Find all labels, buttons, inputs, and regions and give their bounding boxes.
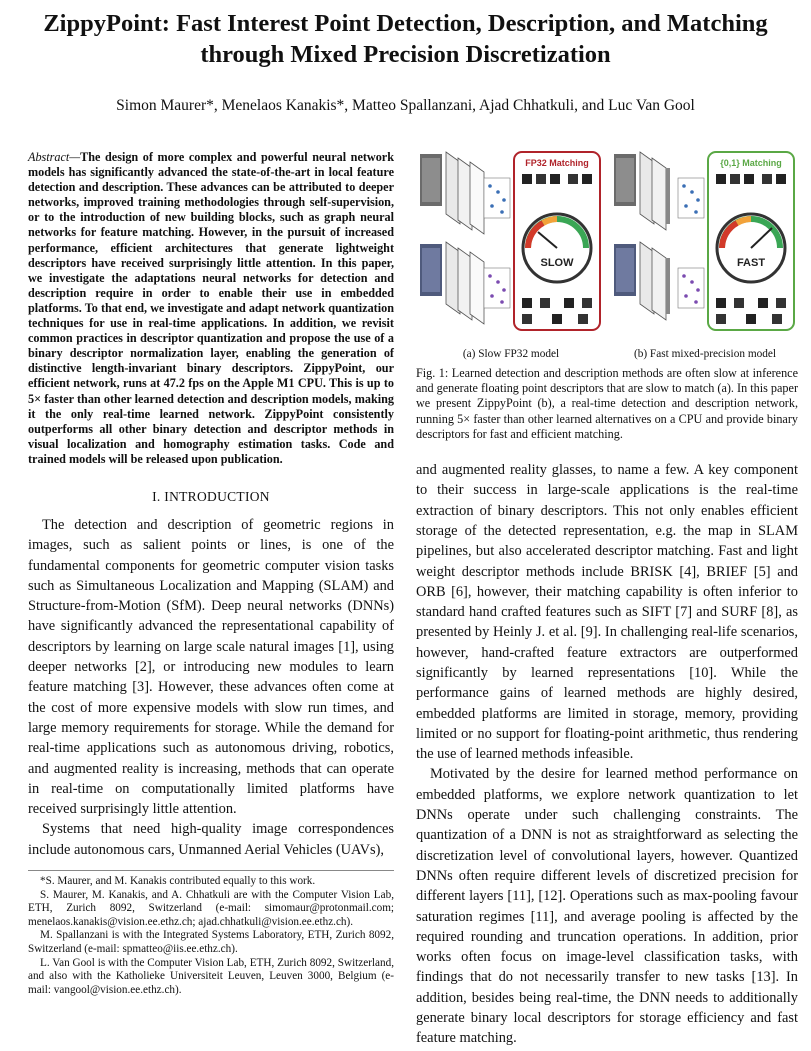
right-column bbox=[416, 148, 798, 1049]
author-list: Simon Maurer*, Menelaos Kanakis*, Matteo Spallanzani, Ajad Chhatkuli, and Luc Van Gool bbox=[116, 97, 695, 114]
footnote: *S. Maurer, and M. Kanakis contributed equally to this work. bbox=[40, 875, 316, 888]
right-paragraph-2: Motivated by the desire for learned method performance on embedded platforms, we explore network quantization to let DNNs operate under such challenging constraints. The quantization of a DNN is not as straightforward as selecting the discretization level of convolutional layers, however. Quantized DNNs often require different levels of discretized precision for different layers [11], [12]. Operations such as max-pooling favour saturation regimes [11], and average pooling is affected by the required rounding and truncation operations. In addition, prior works often focus on image-level classification tasks, with findings that do not necessarily transfer to new tasks [13]. In addition, besides being real-time, the DNN needs to additionally generate binary local descriptors for storage efficiency and fast feature matching. bbox=[416, 766, 798, 1047]
paper-title: ZippyPoint: Fast Interest Point Detection, Description, and Matching through Mixed Precision Discretization bbox=[43, 10, 768, 68]
footnote: L. Van Gool is with the Computer Vision Lab, ETH, Zurich 8092, Switzerland, and also with the Katholieke Universiteit Leuven, Leuven 3000, Belgium (e-mail: vangool@vision.ee.ethz.ch). bbox=[28, 956, 394, 996]
gauge-slow-text: SLOW bbox=[540, 257, 574, 269]
panel-a-label: FP32 Matching bbox=[525, 158, 589, 168]
subcaption-b: (b) Fast mixed-precision model bbox=[633, 348, 777, 360]
gauge-fast-text: FAST bbox=[736, 257, 766, 269]
figure-caption: Fig. 1: Learned detection and description methods are often slow at inference and generate floating point descriptors that are slow to match (a). In this paper we present ZippyPoint (b), a real-time detection and description network, running 5× faster than other learned alternatives on a CPU and provide binary descriptors for fast and efficient matching. bbox=[416, 366, 798, 441]
footnote: S. Maurer, M. Kanakis, and A. Chhatkuli are with the Computer Vision Lab, ETH, Zurich 8092, Switzerland (e-mail: simomaur@protonmail.com; menelaos.kanakis@vision.ee.ethz.ch; ajad.chhatkuli@vision.ee.ethz.ch). bbox=[28, 888, 394, 928]
right-body bbox=[416, 460, 798, 1049]
left-column bbox=[28, 150, 394, 997]
panel-b-label: {0,1} Matching bbox=[720, 158, 782, 168]
subcaption-a: (a) Slow FP32 model bbox=[462, 348, 560, 360]
abstract-lead: Abstract— bbox=[28, 150, 81, 164]
figure-1 bbox=[416, 148, 798, 358]
abstract-body: The design of more complex and powerful neural network models has significantly advanced the state-of-the-art in local feature detection and description. These advances can be attributed to deeper networks, improved training methodologies through self-supervision, or to the introduction of new building blocks, such as graph neural networks for feature matching. However, in the pursuit of increased performance, efficient architectures that generate lightweight descriptors have received surprisingly little attention. In this paper, we investigate the adaptations neural networks for detection and description require in order to enable their use in embedded platforms. To that end, we investigate and adapt network quantization techniques for use in real-time applications. In addition, we revisit common practices in descriptor quantization and propose the use of a binary descriptor normalization layer, enabling the generation of distinctive length-invariant binary descriptors. ZippyPoint, our efficient network, runs at 47.2 fps on the Apple M1 CPU. This is up to 5× faster than other learned detection and description models, making it the only real-time learned network. ZippyPoint consistently outperforms all other binary detection and descriptor methods in visual localization and homography estimation tasks. Code and trained models will be released upon publication. bbox=[28, 150, 394, 466]
section-heading: I. INTRODUCTION bbox=[152, 488, 270, 504]
footnote-divider bbox=[28, 870, 394, 871]
abstract bbox=[28, 150, 394, 467]
footnote: M. Spallanzani is with the Integrated Systems Laboratory, ETH, Zurich 8092, Switzerland (e-mail: spmatteo@iis.ee.ethz.ch). bbox=[28, 929, 394, 955]
right-paragraph-1: and augmented reality glasses, to name a few. A key component to their success in large-scale applications is the real-time extraction of binary descriptors. This not only enables efficient storage of the detected representation, e.g. the map in SLAM pipelines, but also accelerated descriptor matching. Fast and light weight descriptor methods include BRISK [4], BRIEF [5] and ORB [6], however, their matching capability is often inferior to standard hand crafted features such as SIFT [7] and SURF [8], as presented by Heinly J. et al. [9]. In challenging real-life scenarios, however, hand-crafted feature extractors are outperformed significantly by learned representations [10]. While the performance gains of learned methods are highly desired, embedded platforms are limited in storage, memory, providing limited or no support for floating-point arithmetic, thus rendering the use of learned methods infeasible. bbox=[416, 462, 798, 763]
intro-paragraph-2: Systems that need high-quality image correspondences include autonomous cars, Unmanned Aerial Vehicles (UAVs), bbox=[28, 821, 394, 858]
figure-panel-fast bbox=[612, 148, 798, 340]
intro-paragraph-1: The detection and description of geometric regions in images, such as salient points or lines, is one of the fundamental components for geometric computer vision tasks such as Simultaneous Localization and Mapping (SLAM) and Structure-from-Motion (SfM). Deep neural networks (DNNs) have significantly advanced the representational capability of descriptors by learning on large scale natural images [1], using deeper networks [2], or introducing new modules to learn feature matching [3]. However, these advances often come at the cost of more expensive models with slow run times, and large memory requirements for storage. While the demand for real-time applications such as autonomous driving, robotics, and augmented reality is increasing, methods that can operate in real-time on computationally limited platforms have received surprisingly little attention. bbox=[28, 516, 394, 818]
footnotes bbox=[28, 875, 394, 997]
figure-panel-slow bbox=[418, 148, 604, 340]
